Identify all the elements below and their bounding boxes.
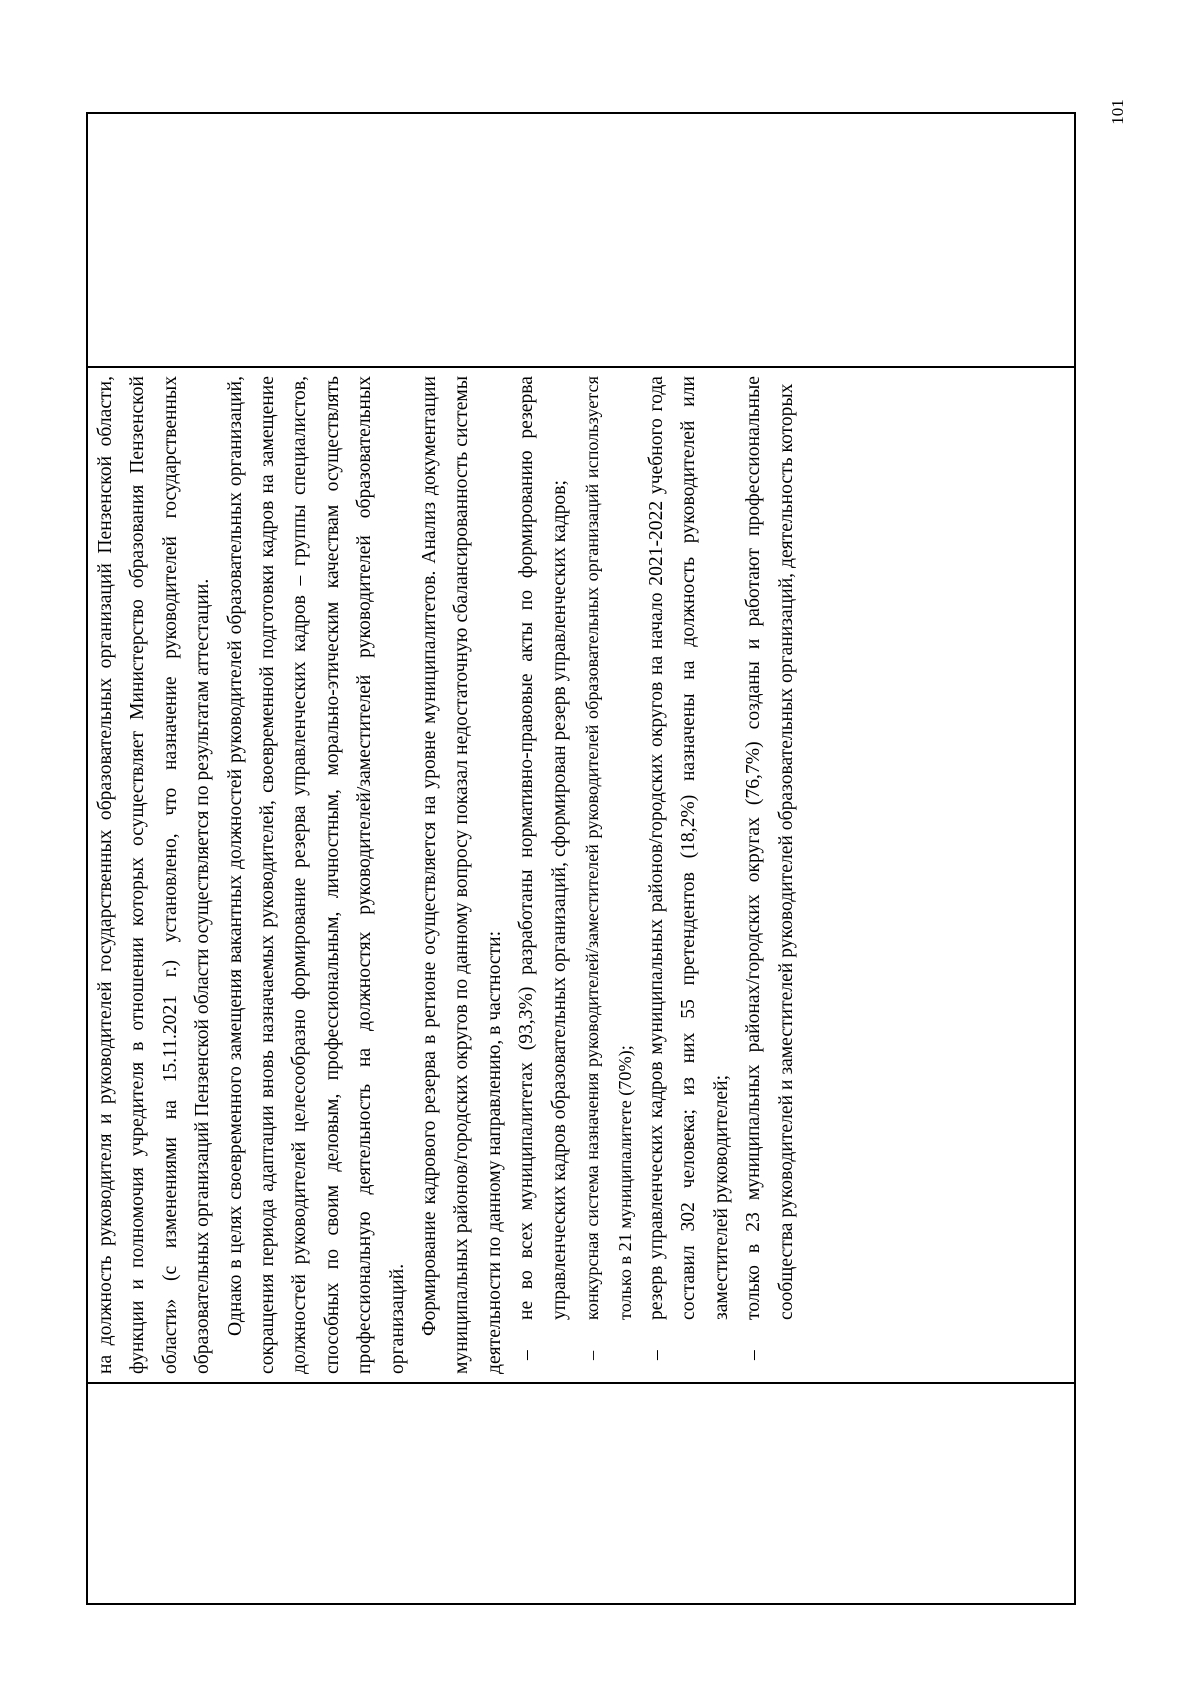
list-item (511, 376, 576, 1374)
list-item (576, 376, 641, 1374)
table-content-cell (86, 368, 1076, 1382)
list-dash: – (582, 1350, 603, 1360)
list-dash: – (743, 1350, 765, 1360)
list-item-text: только в 23 муниципальных районах/городских округах (76,7%) созданы и работают профессиональные сообщества руководителей и заместителей руководителей образовательных организаций, деятельность которых (743, 376, 797, 1320)
list-item-text: конкурсная система назначения руководителей/заместителей руководителей образовательных организаций используется только в 21 муниципалитете (70%); (582, 376, 635, 1320)
list-item-text: резерв управленческих кадров муниципальных районов/городских округов на начало 2021-2022 учебного года составил 302 человека; из них 55 претендентов (18,2%) назначены на должность руководителей или заместителей руководителей; (645, 376, 732, 1320)
list-item (738, 376, 803, 1374)
findings-list (511, 376, 803, 1374)
body-paragraph-3: Формирование кадрового резерва в регионе осуществляется на уровне муниципалитетов. Анализ документации муниципальных районов/городских округов по данному вопросу показал недостаточную сбалансированность системы деятельности по данному направлению, в частности: (419, 376, 505, 1374)
list-dash: – (516, 1350, 538, 1360)
rotated-body-text (86, 368, 1076, 1382)
body-paragraph-1: на должность руководителя и руководителей государственных образовательных организаций Пензенской области, функции и полномочия учредителя в отношении которых осуществляет Министерство образования Пензенской области» (с изменениями на 15.11.2021 г.) установлено, что назначение руководителей государственных образовательных организаций Пензенской области осуществляется по результатам аттестации. (95, 376, 214, 1374)
list-dash: – (645, 1350, 667, 1360)
page-number-text: 101 (1108, 99, 1127, 125)
list-item (641, 376, 738, 1374)
page-number (1108, 92, 1128, 132)
body-paragraph-2: Однако в целях своевременного замещения вакантных должностей руководителей образовательных организаций, сокращения периода адаптации вновь назначаемых руководителей, своевременной подготовки кадров на замещение должностей руководителей целесообразно формирование резерва управленческих кадров – группы специалистов, способных по своим деловым, профессиональным, личностным, морально-этическим качествам осуществлять профессиональную деятельность на должностях руководителей/заместителей руководителей образовательных организаций. (224, 376, 408, 1374)
table-divider-lower (86, 1382, 1076, 1384)
list-item-text: не во всех муниципалитетах (93,3%) разработаны нормативно-правовые акты по формированию резерва управленческих кадров образовательных организаций, сформирован резерв управленческих кадров; (516, 376, 570, 1320)
